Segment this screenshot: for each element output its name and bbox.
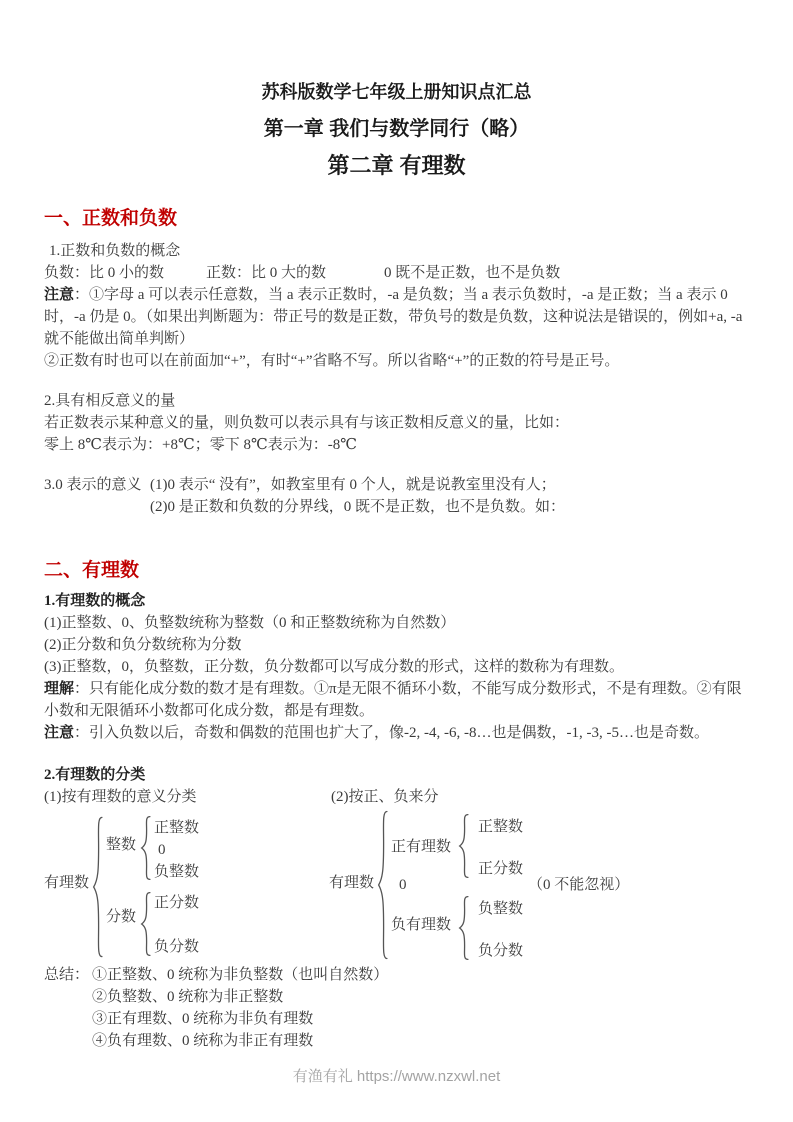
- tree2-branch-negative-rationals: 负有理数: [391, 917, 452, 933]
- classify-by-sign-label: (2)按正、负来分: [331, 789, 439, 805]
- opposite-title: 2.具有相反意义的量: [44, 393, 176, 409]
- definitions-line: [44, 262, 749, 284]
- tree2-branch-positive-rationals: 正有理数: [391, 839, 452, 855]
- tree1-leaf-zero: 0: [158, 842, 166, 858]
- summary-item-3: ③正有理数、0 统称为非负有理数: [92, 1011, 314, 1027]
- section1-concept-title: 1.正数和负数的概念: [49, 243, 181, 259]
- section1-heading: 一、正数和负数: [44, 208, 178, 229]
- brace-icon: [140, 816, 151, 880]
- document-title: 苏科版数学七年级上册知识点汇总: [261, 82, 532, 102]
- tree2-leaf-negative-fractions: 负分数: [478, 943, 524, 959]
- zero-meaning-item1: (1)0 表示“ 没有”，如教室里有 0 个人，就是说教室里没有人；: [150, 477, 556, 493]
- tree2-leaf-positive-integers: 正整数: [478, 819, 524, 835]
- note-paragraph: [44, 284, 749, 350]
- tree1-leaf-negative-fractions: 负分数: [154, 939, 200, 955]
- rational-concept-item2: (2)正分数和负分数统称为分数: [44, 637, 242, 653]
- summary-item-1: ①正整数、0 统称为非负整数（也叫自然数）: [92, 967, 389, 983]
- attention-body: ：引入负数以后，奇数和偶数的范围也扩大了，像-2, -4, -6, -8…也是偶数，-1, -3, -5…也是奇数。: [74, 725, 709, 741]
- classification-title: 2.有理数的分类: [44, 767, 146, 783]
- brace-icon: [458, 814, 469, 878]
- zero-meaning-item2: (2)0 是正数和负数的分界线，0 既不是正数，也不是负数。如：: [150, 499, 565, 515]
- summary-items: [92, 964, 388, 1052]
- rational-concept-title: 1.有理数的概念: [44, 593, 146, 609]
- chapter1-title: 第一章 我们与数学同行（略）: [263, 118, 530, 140]
- watermark-footer: 有渔有礼 https://www.nzxwl.net: [292, 1068, 501, 1085]
- note-item2: ②正数有时也可以在前面加“+”，有时“+”省略不写。所以省略“+”的正数的符号是正号。: [44, 353, 620, 369]
- summary-label: 总结：: [44, 967, 90, 983]
- classification-labels: [44, 786, 749, 808]
- brace-icon: [458, 896, 469, 960]
- zero-meaning-items: [150, 474, 749, 518]
- chapter2-title: 第二章 有理数: [327, 153, 466, 178]
- attention-paragraph: [44, 722, 749, 744]
- positive-definition: 正数：比 0 大的数: [206, 265, 327, 281]
- tree1-branch-fractions: 分数: [106, 909, 137, 925]
- zero-meaning-title: 3.0 表示的意义: [44, 477, 142, 493]
- rational-concept-item1: (1)正整数、0、负整数统称为整数（0 和正整数统称为自然数）: [44, 615, 456, 631]
- attention-label: 注意: [44, 725, 75, 741]
- note-label: 注意: [44, 287, 75, 303]
- understanding-body: ：只有能化成分数的数才是有理数。①π是无限不循环小数，不能写成分数形式，不是有理数。②有限小数和无限循环小数都可化成分数，都是有理数。: [44, 681, 742, 719]
- tree2-root: 有理数: [329, 875, 375, 891]
- summary-block: [44, 964, 749, 1052]
- understanding-label: 理解: [44, 681, 75, 697]
- zero-meaning-block: [44, 474, 749, 518]
- opposite-line1: 若正数表示某种意义的量，则负数可以表示具有与该正数相反意义的量，比如：: [44, 415, 570, 431]
- note-body: ：①字母 a 可以表示任意数，当 a 表示正数时，-a 是负数；当 a 表示负数时，-a 是正数；当 a 表示 0 时，-a 仍是 0。（如果出判断题为：带正号的数是正数，带负号的数是负数，这种说法是错误的，例如+a, -a 就不能做出简单判断）: [44, 287, 743, 347]
- rational-concept-item3: (3)正整数，0，负整数，正分数，负分数都可以写成分数的形式，这样的数称为有理数。: [44, 659, 624, 675]
- opposite-line2: 零上 8℃表示为：+8℃；零下 8℃表示为：-8℃: [44, 437, 358, 453]
- brace-icon: [92, 816, 103, 958]
- summary-item-2: ②负整数、0 统称为非正整数: [92, 989, 284, 1005]
- summary-item-4: ④负有理数、0 统称为非正有理数: [92, 1033, 314, 1049]
- tree1-branch-integers: 整数: [106, 837, 137, 853]
- zero-definition: 0 既不是正数，也不是负数: [384, 265, 561, 281]
- classify-by-meaning-label: (1)按有理数的意义分类: [44, 789, 197, 805]
- tree1-root: 有理数: [44, 875, 90, 891]
- tree2-zero-note: （0 不能忽视）: [528, 877, 630, 893]
- brace-icon: [140, 892, 151, 956]
- understanding-paragraph: [44, 678, 749, 722]
- section2-heading: 二、有理数: [44, 560, 140, 581]
- tree1-leaf-positive-fractions: 正分数: [154, 895, 200, 911]
- tree2-leaf-positive-fractions: 正分数: [478, 861, 524, 877]
- tree1-leaf-negative-integers: 负整数: [154, 864, 200, 880]
- tree2-node-zero: 0: [399, 877, 407, 893]
- negative-definition: 负数：比 0 小的数: [44, 265, 165, 281]
- classification-trees: [44, 810, 749, 960]
- tree1-leaf-positive-integers: 正整数: [154, 820, 200, 836]
- tree2-leaf-negative-integers: 负整数: [478, 901, 524, 917]
- brace-icon: [377, 810, 388, 960]
